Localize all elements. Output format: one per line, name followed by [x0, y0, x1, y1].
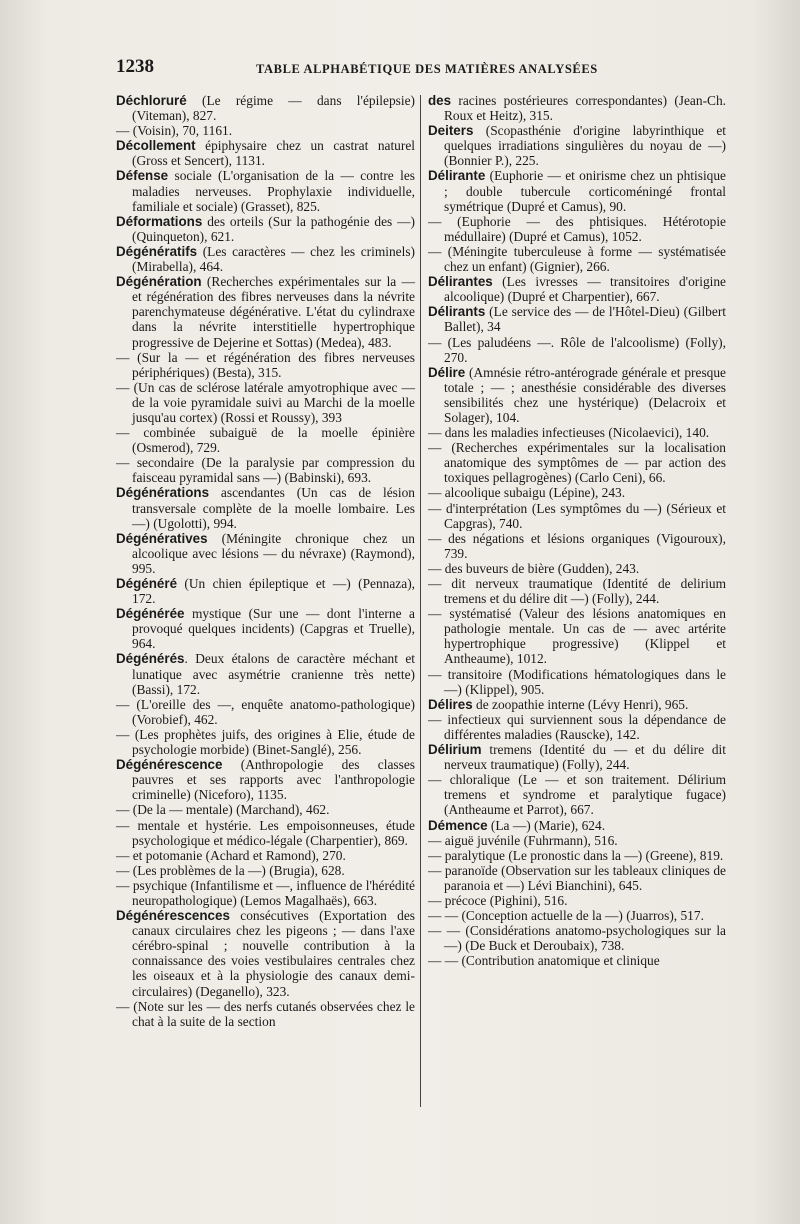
index-entry: — secondaire (De la paralysie par compression du faisceau pyramidal sans —) (Babinski), 693.: [116, 455, 415, 486]
index-entry: — (Les prophètes juifs, des origines à Elie, étude de psychologie morbide) (Binet-Sanglé), 256.: [116, 726, 415, 758]
index-entry: — chloralique (Le — et son traitement. Délirium tremens et syndrome et paralytique fugace) (Antheaume et Parrot), 667.: [428, 772, 726, 818]
index-entry: — dit nerveux traumatique (Identité de delirium tremens et du délire dit —) (Folly), 244.: [428, 576, 726, 607]
index-entry: — aiguë juvénile (Fuhrmann), 516.: [428, 832, 618, 848]
index-entry: — systématisé (Valeur des lésions anatomiques en pathologie mentale. Un cas de — avec artérite hypertrophique progressive) (Klippel et Antheaume), 1012.: [428, 606, 726, 667]
running-title: TABLE ALPHABÉTIQUE DES MATIÈRES ANALYSÉES: [256, 62, 598, 76]
column-divider: [420, 95, 421, 1107]
index-entry: — paralytique (Le pronostic dans la —) (Greene), 819.: [428, 847, 724, 863]
index-entry: — dans les maladies infectieuses (Nicolaevici), 140.: [428, 425, 710, 441]
index-entry: Dégénération (Recherches expérimentales sur la — et régénération des fibres nerveuses dans la névrite parenchymateuse dégénérative. L'état du cylindraxe dans la névrite interstitielle hypertrophique progressive de Dejerine et Sottas) (Medea), 483.: [116, 274, 415, 350]
index-entry: — et potomanie (Achard et Ramond), 270.: [116, 847, 346, 863]
index-entry: Défense sociale (L'organisation de la — contre les maladies nerveuses. Prophylaxie individuelle, familiale et sociale) (Grasset), 825.: [116, 168, 415, 214]
index-entry: — (De la — mentale) (Marchand), 462.: [116, 802, 330, 818]
index-entry: Dégénéré (Un chien épileptique et —) (Pennaza), 172.: [116, 576, 415, 607]
index-entry: Délirium tremens (Identité du — et du délire dit nerveux traumatique) (Folly), 244.: [428, 742, 726, 773]
right-column: [428, 93, 726, 968]
index-entry: Dégénérescences consécutives (Exportation des canaux circulaires chez les pigeons ; — dans l'axe cérébro-spinal ; nouvelle contribution à la connaissance des voies vestibulaires centrales chez les oiseaux et à la physiologie des canaux demi-circulaires) (Deganello), 323.: [116, 908, 415, 999]
index-entry: des racines postérieures correspondantes) (Jean-Ch. Roux et Heitz), 315.: [428, 93, 726, 124]
index-entry: Déformations des orteils (Sur la pathogénie des —) (Quinqueton), 621.: [116, 213, 415, 244]
index-entry: Délires de zoopathie interne (Lévy Henri), 965.: [428, 696, 689, 712]
index-entry: Déchloruré (Le régime — dans l'épilepsie) (Viteman), 827.: [116, 93, 415, 124]
index-entry: Deiters (Scopasthénie d'origine labyrinthique et quelques irradiations singulières du noyau de —) (Bonnier P.), 225.: [428, 123, 726, 169]
index-entry: — — (Considérations anatomo-psychologiques sur la —) (De Buck et Deroubaix), 738.: [428, 923, 726, 954]
index-entry: Dégénératifs (Les caractères — chez les criminels) (Mirabella), 464.: [116, 243, 415, 275]
index-entry: — (Les problèmes de la —) (Brugia), 628.: [116, 862, 345, 878]
index-entry: — (Euphorie — des phtisiques. Hétérotopie médullaire) (Dupré et Camus), 1052.: [428, 213, 726, 244]
index-entry: — (Sur la — et régénération des fibres nerveuses périphériques) (Besta), 315.: [116, 349, 415, 380]
index-entry: Dégénérée mystique (Sur une — dont l'interne a provoqué quelques incidents) (Capgras et Truelle), 964.: [116, 606, 415, 652]
index-entry: — — (Conception actuelle de la —) (Juarros), 517.: [428, 908, 704, 924]
index-entry: — (Note sur les — des nerfs cutanés observées chez le chat à la suite de la section: [116, 998, 415, 1029]
index-entry: — transitoire (Modifications hématologiques dans le —) (Klippel), 905.: [428, 666, 726, 697]
index-entry: — (Voisin), 70, 1161.: [116, 123, 233, 139]
index-entry: — (Un cas de sclérose latérale amyotrophique avec — de la voie pyramidale suivi au Marchi de la moelle jusqu'au cortex) (Rossi et Roussy), 393: [116, 379, 415, 425]
index-entry: — (Méningite tuberculeuse à forme — systématisée chez un enfant) (Gignier), 266.: [428, 243, 726, 275]
index-entry: Dégénératives (Méningite chronique chez un alcoolique avec lésions — du névraxe) (Raymond), 995.: [116, 530, 415, 576]
index-entry: — (L'oreille des —, enquête anatomo-pathologique) (Vorobief), 462.: [116, 696, 415, 727]
index-entry: — psychique (Infantilisme et —, influence de l'hérédité neuropathologique) (Lemos Magalhaës), 663.: [116, 877, 415, 908]
index-entry: Délirante (Euphorie — et onirisme chez un phtisique ; double tubercule corticoméningé frontal symétrique (Dupré et Camus), 90.: [428, 168, 726, 214]
index-entry: — infectieux qui surviennent sous la dépendance de différentes maladies (Rauscke), 142.: [428, 711, 726, 742]
index-entry: Dégénérés. Deux étalons de caractère méchant et lunatique avec asymétrie cranienne très nette) (Bassi), 172.: [116, 651, 415, 697]
index-entry: Délirants (Le service des — de l'Hôtel-Dieu) (Gilbert Ballet), 34: [428, 304, 726, 335]
page-number: 1238: [116, 56, 154, 77]
index-entry: — combinée subaiguë de la moelle épinière (Osmerod), 729.: [116, 425, 415, 456]
index-entry: Démence (La —) (Marie), 624.: [428, 817, 606, 833]
left-column: [116, 93, 415, 1029]
index-entry: Dégénérations ascendantes (Un cas de lésion transversale complète de la moelle lombaire. Les —) (Ugolotti), 994.: [116, 485, 415, 531]
index-entry: — précoce (Pighini), 516.: [428, 892, 568, 908]
index-entry: — paranoïde (Observation sur les tableaux cliniques de paranoia et —) Lévi Bianchini), 645.: [428, 862, 726, 893]
index-entry: — alcoolique subaigu (Lépine), 243.: [428, 485, 626, 501]
index-entry: — (Recherches expérimentales sur la localisation anatomique des symptômes de — par action des toxiques pellagrogènes) (Carlo Ceni), 66.: [428, 440, 726, 486]
index-entry: — des buveurs de bière (Gudden), 243.: [428, 560, 640, 576]
index-entry: — mentale et hystérie. Les empoisonneuses, étude psychologique et médico-légale (Charpentier), 869.: [116, 817, 415, 848]
index-entry: — d'interprétation (Les symptômes du —) (Sérieux et Capgras), 740.: [428, 500, 726, 531]
index-entry: Décollement épiphysaire chez un castrat naturel (Gross et Sencert), 1131.: [116, 138, 415, 169]
index-entry: — des négations et lésions organiques (Vigouroux), 739.: [428, 530, 726, 561]
index-entry: — — (Contribution anatomique et clinique: [428, 953, 660, 969]
index-entry: Dégénérescence (Anthropologie des classes pauvres et ses rapports avec l'anthropologie criminelle) (Niceforo), 1135.: [116, 757, 415, 803]
index-entry: Délirantes (Les ivresses — transitoires d'origine alcoolique) (Dupré et Charpentier), 667.: [428, 274, 726, 305]
page-header: [116, 56, 726, 80]
index-entry: — (Les paludéens —. Rôle de l'alcoolisme) (Folly), 270.: [428, 334, 726, 365]
index-entry: Délire (Amnésie rétro-antérograde générale et presque totale ; — ; anesthésie considérable des diverses sensibilités chez une hystérique) (Delacroix et Solager), 104.: [428, 364, 726, 425]
